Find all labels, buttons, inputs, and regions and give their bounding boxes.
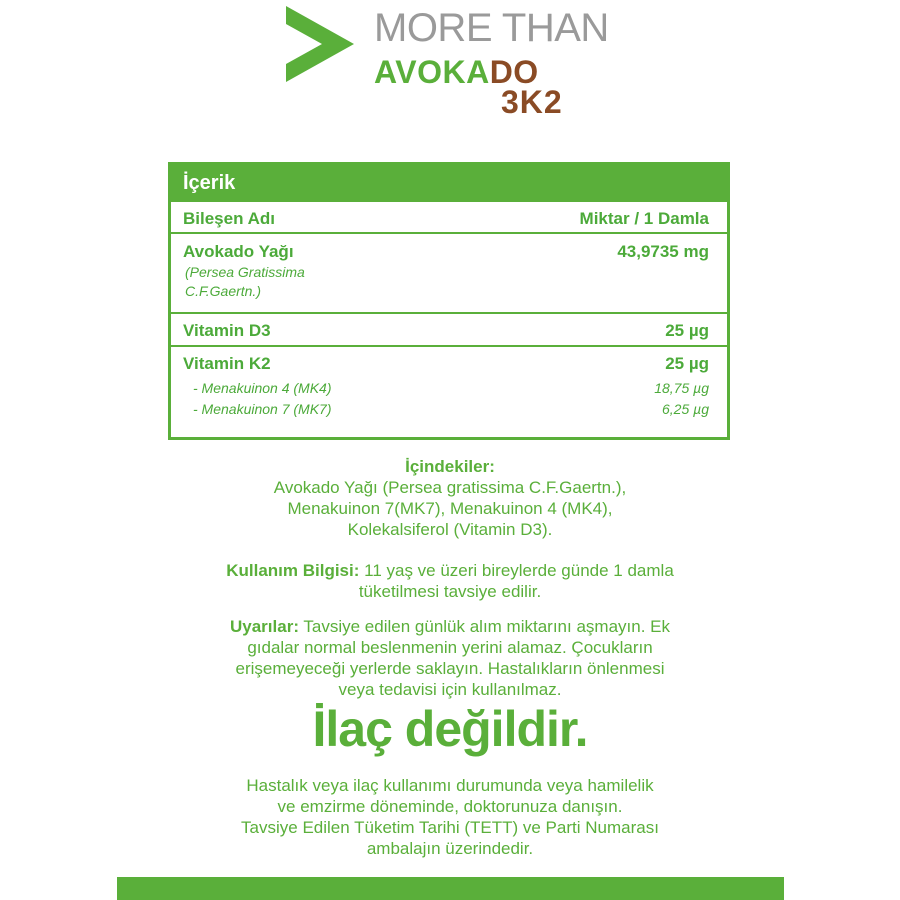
ingredients-line: Kolekalsiferol (Vitamin D3). <box>347 520 553 539</box>
not-medicine-heading: İlaç değildir. <box>312 701 588 757</box>
ingredients-line: Avokado Yağı (Persea gratissima C.F.Gaertn.), <box>273 478 627 497</box>
table-title: İçerik <box>171 165 727 202</box>
ingredient-name: Vitamin D3 <box>183 321 271 340</box>
ingredient-latin-name-2: C.F.Gaertn.) <box>185 283 261 299</box>
footer-line: Hastalık veya ilaç kullanımı durumunda veya hamilelik <box>246 776 654 795</box>
brand-line-3k2: 3K2 <box>501 84 563 120</box>
column-header-name: Bileşen Adı <box>183 209 275 228</box>
brand-line-more-than: MORE THAN <box>374 6 609 50</box>
ingredient-amount: 25 µg <box>665 321 709 340</box>
sub-ingredient-amount: 6,25 µg <box>662 401 709 417</box>
bottom-bar <box>117 877 784 900</box>
warnings-text: veya tedavisi için kullanılmaz. <box>338 680 562 699</box>
ingredient-amount: 43,9735 mg <box>617 242 709 261</box>
table-row <box>171 234 727 314</box>
sub-ingredient-name: - Menakuinon 7 (MK7) <box>193 401 332 417</box>
usage-label: Kullanım Bilgisi: <box>226 561 360 580</box>
usage-section <box>165 560 735 602</box>
footer-line: Tavsiye Edilen Tüketim Tarihi (TETT) ve Parti Numarası <box>241 818 659 837</box>
ingredient-name: Vitamin K2 <box>183 354 271 373</box>
ingredients-line: Menakuinon 7(MK7), Menakuinon 4 (MK4), <box>287 499 613 518</box>
footer-notice <box>165 775 735 859</box>
footer-line: ambalajın üzerindedir. <box>366 839 534 858</box>
contents-table <box>168 162 730 440</box>
ingredients-label: İçindekiler: <box>405 457 495 476</box>
table-row <box>171 347 727 437</box>
brand-avoka: AVOKA <box>374 54 490 90</box>
usage-text: 11 yaş ve üzeri bireylerde günde 1 damla <box>359 561 674 580</box>
ingredient-name: Avokado Yağı <box>183 242 294 261</box>
warnings-section <box>165 616 735 700</box>
sub-ingredient-amount: 18,75 µg <box>654 380 709 396</box>
warnings-text: gıdalar normal beslenmenin yerini alamaz. Çocukların <box>247 638 653 657</box>
table-row <box>171 314 727 347</box>
warnings-text: erişemeyeceği yerlerde saklayın. Hastalıkların önlenmesi <box>235 659 665 678</box>
chevron-right-icon <box>286 6 358 82</box>
warnings-label: Uyarılar: <box>230 617 299 636</box>
brand-logo <box>286 6 626 120</box>
ingredient-latin-name-1: (Persea Gratissima <box>185 264 305 280</box>
column-header-amount: Miktar / 1 Damla <box>579 209 709 228</box>
table-header-row <box>171 202 727 234</box>
sub-ingredient-name: - Menakuinon 4 (MK4) <box>193 380 332 396</box>
warnings-text: Tavsiye edilen günlük alım miktarını aşmayın. Ek <box>298 617 670 636</box>
brand-do: DO <box>489 54 539 90</box>
ingredient-amount: 25 µg <box>665 354 709 373</box>
ingredients-section <box>150 456 750 540</box>
footer-line: ve emzirme döneminde, doktorunuza danışın. <box>277 797 623 816</box>
usage-text: tüketilmesi tavsiye edilir. <box>358 582 542 601</box>
